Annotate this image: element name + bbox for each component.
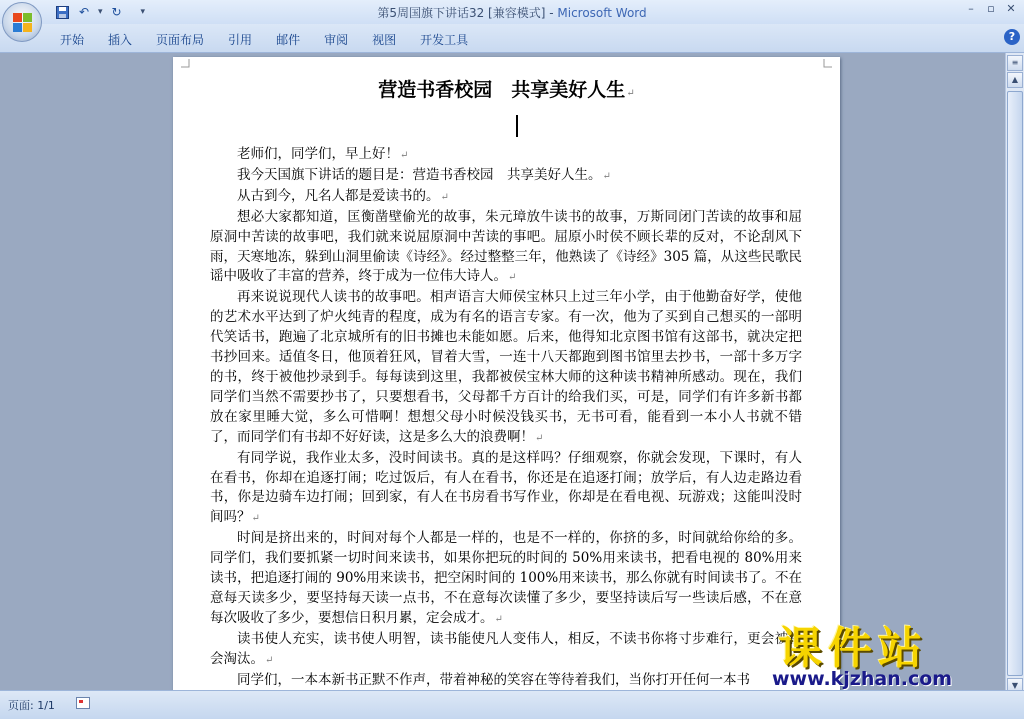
close-button[interactable]: ✕ — [1006, 2, 1016, 15]
paragraph: 再来说说现代人读书的故事吧。相声语言大师侯宝林只上过三年小学，由于他勤奋好学，使他的艺术水平达到了炉火纯青的程度，成为有名的语言专家。有一次，他为了买到自己想买的一部明代笑话书，跑遍了北京城所有的旧书摊也未能如愿。后来，他得知北京图书馆有这部书，就决定把书抄回来。适值冬日，他顶着狂风，冒着大雪，一连十八天都跑到图书馆里去抄书，一部十多万字的书，终于被他抄录到手。每每读到这里，我都被侯宝林大师的这种读书精神所感动。现在，我们同学们当然不需要抄书了，只要想看书，父母都千方百计的给我们买，可是，同学们有许多新书都放在家里睡大觉，多么可惜啊！想想父母小时候没钱买书，无书可看，能看到一本小人书就不错了，而同学们有书却不好好读，这是多么大的浪费啊！↵ — [210, 289, 802, 445]
paragraph: 从古到今，凡名人都是爱读书的。↵ — [237, 187, 449, 204]
margin-corner-marker — [181, 59, 191, 69]
save-icon[interactable] — [54, 4, 70, 20]
document-title — [173, 75, 840, 102]
title-bar — [0, 0, 1024, 24]
customize-toolbar-icon[interactable]: ▾ — [140, 7, 146, 17]
tab-references[interactable]: 引用 — [228, 33, 253, 47]
vertical-scrollbar[interactable] — [1005, 53, 1024, 690]
paragraph: 老师们，同学们，早上好！↵ — [237, 146, 409, 162]
document-name: 第5周国旗下讲话32 [兼容模式] - — [377, 6, 558, 20]
window-controls — [962, 2, 1020, 18]
status-bar — [0, 690, 1024, 719]
ribbon — [0, 24, 1024, 53]
tab-mailings[interactable]: 邮件 — [276, 33, 301, 47]
help-icon[interactable]: ? — [1004, 29, 1020, 45]
ruler-toggle-icon[interactable]: ≡ — [1007, 55, 1023, 71]
document-area — [0, 53, 1005, 690]
tab-developer[interactable]: 开发工具 — [420, 33, 469, 47]
paragraph: 想必大家都知道，匡衡凿壁偷光的故事，朱元璋放牛读书的故事，万斯同闭门苦读的故事和屈原洞中苦读的故事吧，我们就来说屈原洞中苦读的事吧。屈原小时侯不顾长辈的反对，不论刮风下雨，天寒地冻，躲到山洞里偷读《诗经》。经过整整三年，他熟读了《诗经》305 篇，从这些民歌民谣中吸收了丰富的营养，终于成为一位伟大诗人。↵ — [210, 208, 802, 285]
document-title-text: 营造书香校园 共享美好人生 — [378, 79, 626, 101]
undo-icon[interactable]: ↶ — [78, 5, 90, 19]
minimize-button[interactable]: – — [968, 2, 974, 15]
paragraph: 读书使人充实，读书使人明智，读书能使凡人变伟人，相反，不读书你将寸步难行，更会被社会淘汰。↵ — [210, 630, 802, 667]
tab-insert[interactable]: 插入 — [108, 33, 133, 47]
paragraph: 有同学说，我作业太多，没时间读书。真的是这样吗？仔细观察，你就会发现，下课时，有人在看书，你却在追逐打闹；吃过饭后，有人在看书，你还是在追逐打闹；放学后，有人边走路边看书，你是边骑车边打闹；回到家，有人在书房看书写作业，你却是在看电视、玩游戏；这能叫没时间吗？↵ — [210, 449, 802, 526]
app-name: Microsoft Word — [557, 6, 647, 20]
text-cursor — [516, 115, 518, 137]
office-logo-icon — [13, 13, 33, 33]
paragraph: 同学们，一本本新书正默不作声，带着神秘的笑容在等待着我们，当你打开任何一本书 — [237, 671, 750, 688]
scrollbar-thumb[interactable] — [1007, 91, 1023, 676]
page-count-status[interactable]: 页面: 1/1 — [8, 699, 55, 712]
tab-review[interactable]: 审阅 — [324, 33, 349, 47]
redo-icon[interactable]: ↻ — [111, 5, 122, 19]
restore-button[interactable]: ▫ — [987, 2, 995, 15]
tab-page-layout[interactable]: 页面布局 — [156, 33, 205, 47]
quick-access-toolbar — [50, 4, 145, 20]
watermark-url: www.kjzhan.com — [772, 668, 953, 690]
ribbon-tabs — [48, 29, 480, 51]
scroll-up-arrow-icon[interactable]: ▲ — [1007, 72, 1023, 88]
watermark — [770, 612, 1024, 690]
undo-dropdown-icon[interactable]: ▾ — [98, 7, 103, 17]
paragraph: 我今天国旗下讲话的题目是：营造书香校园 共享美好人生。↵ — [237, 166, 611, 183]
margin-corner-marker — [822, 59, 832, 69]
document-body — [210, 145, 802, 690]
tab-view[interactable]: 视图 — [372, 33, 397, 47]
office-button[interactable] — [2, 2, 42, 42]
watermark-title: 课件站 — [778, 623, 928, 674]
document-page[interactable] — [173, 57, 840, 690]
scroll-down-arrow-icon[interactable]: ▼ — [1007, 678, 1023, 694]
paragraph-mark: ↵ — [626, 88, 635, 99]
paragraph: 时间是挤出来的，时间对每个人都是一样的，也是不一样的，你挤的多，时间就给你给的多。同学们，我们要抓紧一切时间来读书，如果你把玩的时间的 50%用来读书，把看电视的 80%用来读书，把追逐打闹的 90%用来读书，把空闲时间的 100%用来读书，那么你就有时间读书了。不在意每天读多少，要坚持每天读一点书，不在意每次读懂了多少，要坚持读后写一些读后感，不在意每次吸收了多少，要想信日积月累，定会成才。↵ — [210, 530, 802, 626]
tab-home[interactable]: 开始 — [60, 33, 85, 47]
window-title — [0, 4, 1024, 21]
proofing-status-icon[interactable] — [76, 697, 90, 709]
